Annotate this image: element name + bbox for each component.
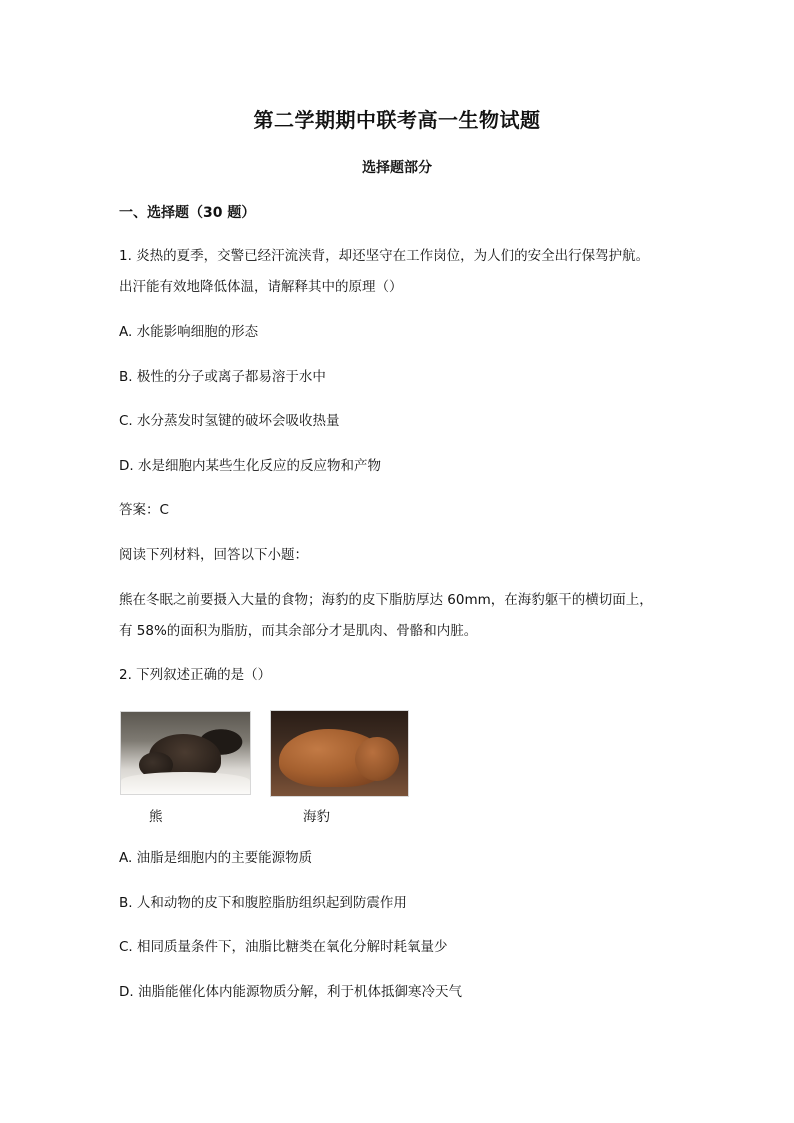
q1-answer: 答案：C [119,502,169,518]
q2-option-b: B. 人和动物的皮下和腹腔脂肪组织起到防震作用 [119,895,407,911]
q1-option-a: A. 水能影响细胞的形态 [119,324,259,340]
material-intro: 阅读下列材料，回答以下小题： [119,547,308,563]
bear-photo [120,711,251,795]
q1-stem-line-1: 1. 炎热的夏季，交警已经汗流浃背，却还坚守在工作岗位，为人们的安全出行保驾护航。 [119,248,650,264]
material-line-1: 熊在冬眠之前要摄入大量的食物；海豹的皮下脂肪厚达 60mm，在海豹躯干的横切面上， [119,592,653,608]
page-title: 第二学期期中联考高一生物试题 [253,108,541,132]
q1-option-d: D. 水是细胞内某些生化反应的反应物和产物 [119,458,381,474]
q1-option-c: C. 水分蒸发时氢键的破坏会吸收热量 [119,413,340,429]
section-heading: 一、选择题（30 题） [119,205,256,221]
material-line-2: 有 58%的面积为脂肪，而其余部分才是肌肉、骨骼和内脏。 [119,623,478,639]
bear-caption: 熊 [149,809,163,825]
q2-option-a: A. 油脂是细胞内的主要能源物质 [119,850,313,866]
q1-option-b: B. 极性的分子或离子都易溶于水中 [119,369,326,385]
snow-shape [121,772,250,794]
seal-head-shape [355,737,399,781]
q2-stem: 2. 下列叙述正确的是（） [119,667,272,683]
seal-caption: 海豹 [303,809,330,825]
seal-photo [270,710,409,797]
q2-option-d: D. 油脂能催化体内能源物质分解，利于机体抵御寒冷天气 [119,984,462,1000]
q2-option-c: C. 相同质量条件下，油脂比糖类在氧化分解时耗氧量少 [119,939,448,955]
page-subtitle: 选择题部分 [362,160,432,176]
q1-stem-line-2: 出汗能有效地降低体温，请解释其中的原理（） [119,279,403,295]
